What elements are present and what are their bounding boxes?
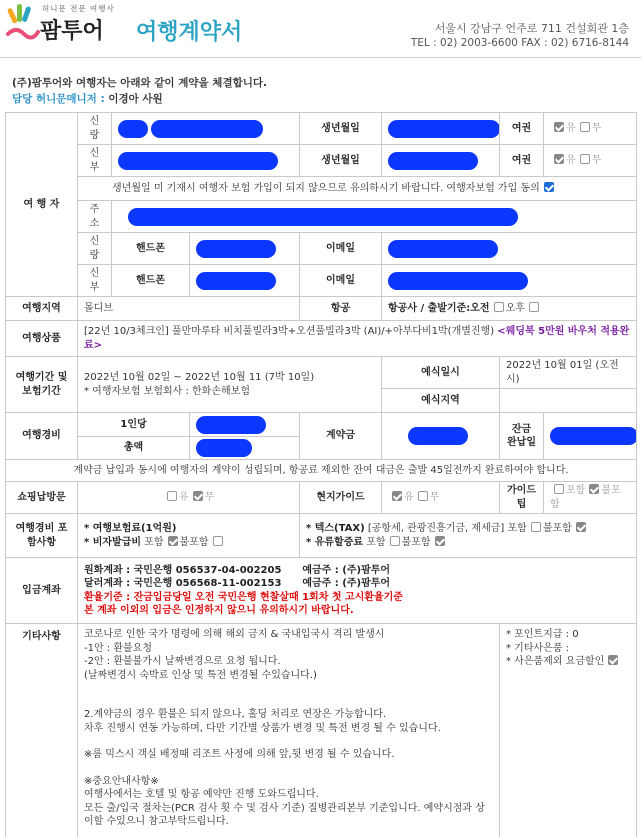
- per-person-label: 1인당: [78, 413, 190, 437]
- included-head: 여행경비 포함사항: [6, 514, 78, 558]
- air-head: 항공: [300, 297, 382, 321]
- groom-name-field[interactable]: [112, 113, 300, 145]
- groom-passport-options: [544, 113, 637, 145]
- guide-no-checkbox[interactable]: [418, 491, 428, 501]
- discount-checkbox[interactable]: [608, 655, 618, 665]
- company-tel: TEL : 02) 2003-6600 FAX : 02) 6716-8144: [410, 37, 629, 49]
- guide-yes-label: 유: [404, 491, 414, 503]
- logo-subtitle: 허니문 전문 여행사: [42, 4, 115, 13]
- cost-note: 계약금 납입과 동시에 여행자의 계약이 성립되며, 항공료 제외한 잔여 대금은 출발 45일전까지 완료하여야 합니다.: [6, 460, 637, 482]
- tax-excl-checkbox[interactable]: [576, 522, 586, 532]
- address-label: 주 소: [78, 201, 112, 233]
- discount-text: * 사은품제외 요금할인: [506, 656, 605, 667]
- payment-info: [78, 558, 637, 624]
- bride-phone-prefix: 신 부: [78, 265, 112, 297]
- region-head: 여행지역: [6, 297, 78, 321]
- period-dates: 2022년 10월 02일 ~ 2022년 10월 11 (7박 10일): [84, 372, 315, 383]
- tip-head: 가이드팁: [500, 482, 544, 514]
- deposit-label: 계약금: [300, 413, 382, 460]
- fuel-excl-checkbox[interactable]: [435, 536, 445, 546]
- logo: [6, 2, 246, 52]
- usd-owner: 예금주 : (주)팜투어: [302, 578, 391, 589]
- insurance-notice-text: 생년월일 미 기재시 여행자 보험 가입이 되지 않으므로 유의하시기 바랍니다. 여행자보험 가입 동의: [112, 182, 540, 194]
- bride-passport-label: 여권: [500, 145, 544, 177]
- guide-no-label: 무: [429, 491, 440, 503]
- wedding-date-head: 예식일시: [382, 357, 500, 389]
- shopping-no-label: 무: [204, 491, 215, 503]
- bride-email-label: 이메일: [300, 265, 382, 297]
- header-divider: [0, 57, 641, 58]
- bride-birth-label: 생년월일: [300, 145, 382, 177]
- air-options: [382, 297, 637, 321]
- manager-label: 담당 허니문매니저 :: [12, 93, 105, 105]
- bride-label: 신 부: [78, 145, 112, 177]
- shopping-yes-checkbox[interactable]: [167, 491, 177, 501]
- header: [0, 0, 641, 60]
- bride-birth-field[interactable]: [382, 145, 500, 177]
- note-line: 2.계약금의 경우 환불은 되지 않으나, 홀딩 처리로 연장은 가능합니다.: [84, 709, 387, 720]
- passport-yes-checkbox[interactable]: [554, 154, 564, 164]
- tax-incl-label: 포함: [507, 523, 527, 534]
- groom-phone-prefix: 신 랑: [78, 233, 112, 265]
- air-pm-label: 오후: [505, 302, 525, 314]
- shopping-no-checkbox[interactable]: [193, 491, 203, 501]
- balance-label: 잔금 완납일: [500, 413, 544, 460]
- no-label: 무: [591, 154, 602, 166]
- groom-phone-field[interactable]: [190, 233, 300, 265]
- fuel-item: * 유류할증료: [306, 536, 364, 548]
- etc-benefits: [500, 624, 637, 837]
- etc-head: 기타사항: [6, 624, 78, 837]
- total-label: 총액: [78, 437, 190, 460]
- guide-head: 현지가이드: [300, 482, 382, 514]
- tax-excl-label: 불포함: [542, 523, 572, 534]
- bride-phone-label: 핸드폰: [112, 265, 190, 297]
- groom-birth-label: 생년월일: [300, 113, 382, 145]
- passport-yes-checkbox[interactable]: [554, 122, 564, 132]
- note-line: 코로나로 인한 국가 명령에 의해 해외 금지 & 국내입국시 격리 발생시: [84, 629, 385, 640]
- product-highlight: <웨딩북 5만원 바우처 적용완료>: [84, 326, 630, 351]
- fuel-incl-label: 포함: [366, 536, 386, 548]
- wedding-date: 2022년 10월 01일 (오전 시): [500, 357, 637, 389]
- wedding-place-field[interactable]: [500, 389, 637, 413]
- product-value: [78, 321, 637, 357]
- tip-excl-checkbox[interactable]: [589, 484, 599, 494]
- groom-email-label: 이메일: [300, 233, 382, 265]
- shopping-options: [78, 482, 300, 514]
- insurer-text: * 여행자보험 보험회사 : 한화손해보험: [84, 385, 250, 397]
- groom-phone-label: 핸드폰: [112, 233, 190, 265]
- note-line: 모든 출/입국 절차는(PCR 검사 횟 수 및 검사 기준) 질병관리본부 기준입니다. 예약시점과 상이할 수있으니 참고부탁드립니다.: [84, 802, 485, 827]
- yes-label: 유: [566, 154, 576, 166]
- note-line: ※룸 믹스시 객실 배정때 리조트 사정에 의해 앞,뒷 변경 될 수 있습니다.: [84, 749, 395, 760]
- shopping-yes-label: 유: [178, 491, 189, 503]
- contract-table: [5, 112, 637, 837]
- note-line: ※중요안내사항※: [84, 775, 159, 787]
- no-label: 무: [591, 122, 602, 134]
- region-value: 몰디브: [78, 297, 300, 321]
- insurance-notice: [78, 177, 637, 201]
- visa-incl-label: 포함: [144, 536, 164, 548]
- passport-no-checkbox[interactable]: [580, 122, 590, 132]
- visa-item: * 비자발급비: [84, 536, 142, 548]
- document-title: 여행계약서: [136, 20, 243, 45]
- gifts-text: * 기타사은품 :: [506, 642, 570, 654]
- included-right: [300, 514, 637, 558]
- fuel-incl-checkbox[interactable]: [390, 536, 400, 546]
- yes-label: 유: [566, 122, 576, 134]
- balance-field[interactable]: [544, 413, 637, 460]
- visa-incl-checkbox[interactable]: [168, 536, 178, 546]
- total-field[interactable]: [190, 437, 300, 460]
- visa-excl-checkbox[interactable]: [213, 536, 223, 546]
- note-line: 여행사에서는 호텔 및 항공 예약만 진행 도와드립니다.: [84, 789, 319, 800]
- included-left: [78, 514, 300, 558]
- bride-phone-field[interactable]: [190, 265, 300, 297]
- traveler-head: 여 행 자: [6, 113, 78, 297]
- bride-passport-options: [544, 145, 637, 177]
- period-value: [78, 357, 382, 413]
- groom-birth-field[interactable]: [382, 113, 500, 145]
- air-am-label: 항공사 / 출발기준:오전: [388, 302, 490, 314]
- groom-email-field[interactable]: [382, 233, 637, 265]
- per-person-field[interactable]: [190, 413, 300, 437]
- tip-excl-label: 불포함: [550, 485, 621, 510]
- payment-head: 입금계좌: [6, 558, 78, 624]
- manager-line: [12, 91, 163, 106]
- logo-hands-icon: [6, 4, 42, 48]
- insurance-consent-checkbox[interactable]: [544, 182, 554, 192]
- tax-incl-checkbox[interactable]: [531, 522, 541, 532]
- guide-yes-checkbox[interactable]: [392, 491, 402, 501]
- note-line: (날짜변경시 숙박료 인상 및 특전 변경될 수있습니다.): [84, 669, 317, 681]
- tip-incl-label: 포함: [566, 485, 586, 496]
- groom-label: 신 랑: [78, 113, 112, 145]
- passport-no-checkbox[interactable]: [580, 154, 590, 164]
- groom-passport-label: 여권: [500, 113, 544, 145]
- krw-account: 원화계좌 : 국민은행 056537-04-002205: [84, 564, 282, 576]
- visa-excl-label: 불포함: [179, 536, 209, 548]
- usd-account: 달러계좌 : 국민은행 056568-11-002153: [84, 578, 282, 589]
- cost-head: 여행경비: [6, 413, 78, 460]
- air-am-checkbox[interactable]: [494, 302, 504, 312]
- krw-owner: 예금주 : (주)팜투어: [302, 564, 391, 576]
- shopping-head: 쇼핑납방문: [6, 482, 78, 514]
- insurance-item: * 여행보험료(1억원): [84, 523, 177, 534]
- fuel-excl-label: 불포함: [401, 536, 431, 548]
- brand-name: 팜투어: [40, 19, 104, 44]
- note-line: -2안 : 환불불가시 날짜변경으로 요청 됩니다.: [84, 656, 281, 667]
- note-line: 차후 진행시 연동 가능하며, 다만 기간별 상품가 변경 및 특전 변경 될 수 있습니다.: [84, 722, 441, 734]
- bride-email-field[interactable]: [382, 265, 637, 297]
- company-address: 서울시 강남구 언주로 711 건설회관 1층: [434, 22, 629, 35]
- manager-name: 이경아 사원: [108, 93, 163, 105]
- account-rule: 본 계좌 이외의 입금은 인정하지 않으니 유의하시기 바랍니다.: [84, 605, 354, 616]
- air-pm-checkbox[interactable]: [529, 302, 539, 312]
- tip-options: [544, 482, 637, 514]
- etc-notes: [78, 624, 500, 837]
- bride-name-field[interactable]: [112, 145, 300, 177]
- guide-options: [382, 482, 500, 514]
- product-head: 여행상품: [6, 321, 78, 357]
- tax-item: * 텍스(TAX): [306, 523, 365, 534]
- exchange-rule: 환율기준 : 잔금입금당일 오전 국민은행 현찰살때 1회차 첫 고시환율기준: [84, 591, 403, 603]
- note-line: -1안 : 환불요청: [84, 642, 152, 654]
- address-field[interactable]: [112, 201, 637, 233]
- period-head: 여행기간 및 보험기간: [6, 357, 78, 413]
- deposit-field[interactable]: [382, 413, 500, 460]
- tax-detail: [공항세, 관광진흥기금, 제세금]: [367, 523, 505, 534]
- points-text: * 포인트지급 : 0: [506, 629, 579, 640]
- wedding-place-head: 예식지역: [382, 389, 500, 413]
- intro-text: (주)팜투어와 여행자는 아래와 같이 계약을 체결합니다.: [12, 77, 268, 89]
- product-text: [22년 10/3체크인] 풀만마루타 비치풀빌라3박+오션풀빌라3박 (AI)/+아부다비1박(개별진행): [84, 326, 495, 337]
- tip-incl-checkbox[interactable]: [554, 484, 564, 494]
